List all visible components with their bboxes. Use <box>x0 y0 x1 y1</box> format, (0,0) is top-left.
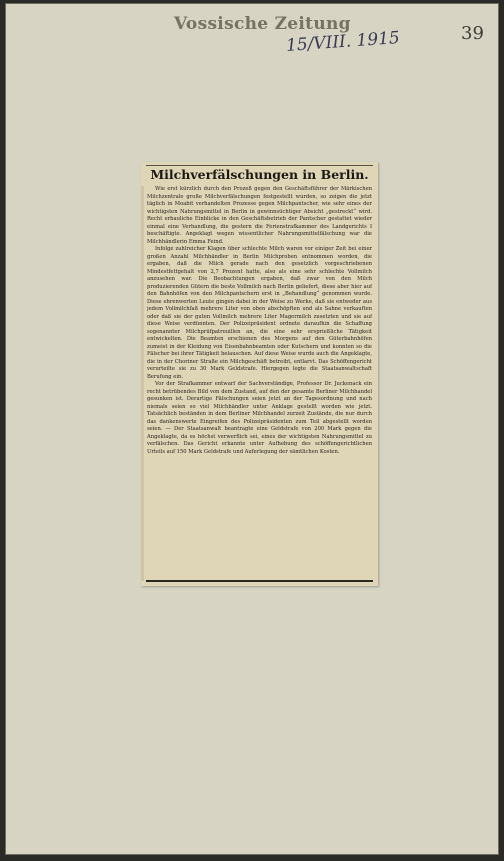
page-number: 39 <box>461 23 484 44</box>
article-paragraph: Infolge zahlreicher Klagen über schlechte Milch waren vor einiger Zeit bei einer großen Anzahl Milchhändler in Berlin Milchproben entnommen worden, die ergaben, daß die Milch gerade nach den gesetzlich vorgeschriebenen Mindestfettgehalt von 2,7 Prozent hatte, also als eine sehr schlechte Vollmilch anzusehen war. Die Beobachtungen ergaben, daß zwar von den Milch produzierenden Gütern die beste Vollmilch nach Berlin geliefert, diese aber hier auf den Bahnhöfen von den Milchpantschern erst in „Behandlung“ genommen wurde. Diese ehrenwerten Leute gingen dabei in der Weise zu Werke, daß sie entweder aus jedem Vollmilchfaß mehrere Liter von oben abschöpften und als Sahne verkauften oder daß sie der guten Vollmilch mehrere Liter Magermilch zusetzten und sie auf diese Weise verdünnten. Der Polizeipräsident ordnete daraufhin die Schaffung sogenannter Milchprüfpatrouillen an, die eine sehr ersprießliche Tätigkeit entwickelten. Die Beamten erschienen des Morgens auf den Güterbahnhöfen zumeist in der Kleidung von Eisenbahnbeamten oder Kutschern und konnten so die Fälscher bei ihrer Tätigkeit belauschen. Auf diese Weise wurde auch die Angeklagte, die in der Choriner Straße ein Milchgeschäft betreibt, entlarvt. Das Schöffengericht verurteilte sie zu 30 Mark Geldstrafe. Hiergegen legte die Staatsanwaltschaft Berufung ein. <box>147 246 372 380</box>
handwritten-date: 15/VIII. 1915 <box>285 28 401 56</box>
article-title: Milchverfälschungen in Berlin. <box>150 167 369 182</box>
article-paragraph: Vor der Strafkammer entwarf der Sachverständige, Professor Dr. Juckenack ein recht betrübendes Bild von dem Zustand, auf den der gesamte Berliner Milchhandel gesunken ist. Derartige Fälschungen seien jetzt an der Tagesordnung und nach niemals seien so viel Milchhändler unter Anklage gestellt worden wie jetzt. Tatsächlich beständen in dem Berliner Milchhandel zurzeit Zustände, die nur durch das dankenswerte Eingreifen des Polizeipräsidenten zum Teil abgestellt worden seien. — Der Staatsanwalt beantragte eine Geldstrafe von 200 Mark gegen die Angeklagte, da es höchst verwerflich sei, eines der wichtigsten Nahrungsmittel zu verfälschen. Das Gericht erkannte unter Aufhebung des schöffengerichtlichen Urteils auf 150 Mark Geldstrafe und Auferlegung der sämtlichen Kosten. <box>147 381 372 455</box>
clipping-bottom-rule <box>146 580 373 582</box>
article-body <box>147 186 372 577</box>
newspaper-clipping <box>141 162 378 586</box>
clipping-edge-shadow <box>141 186 144 581</box>
article-paragraph: Wie erst kürzlich durch den Prozeß gegen den Geschäftsführer der Märkischen Milchzentrale große Milchverfälschungen festgestellt wurden, so zeigen die jetzt täglich in Moabit verhandelten Prozesse gegen Milchpantscher, wie sehr eines der wichtigsten Nahrungsmittel in Berlin in gewinnsüchtiger Absicht „gestreckt“ wird. Recht erbauliche Einblicke in den Geschäftsbetrieb der Pantscher gestattet wieder einmal eine Verhandlung, die gestern die Ferienstrafkammer des Landgerichts I beschäftigte. Angeklagt wegen wissentlicher Nahrungsmittelfälschung war die Milchhändlerin Emma Feind. <box>147 186 372 245</box>
newspaper-name: Vossische Zeitung <box>174 14 351 34</box>
archive-sheet <box>5 3 499 855</box>
